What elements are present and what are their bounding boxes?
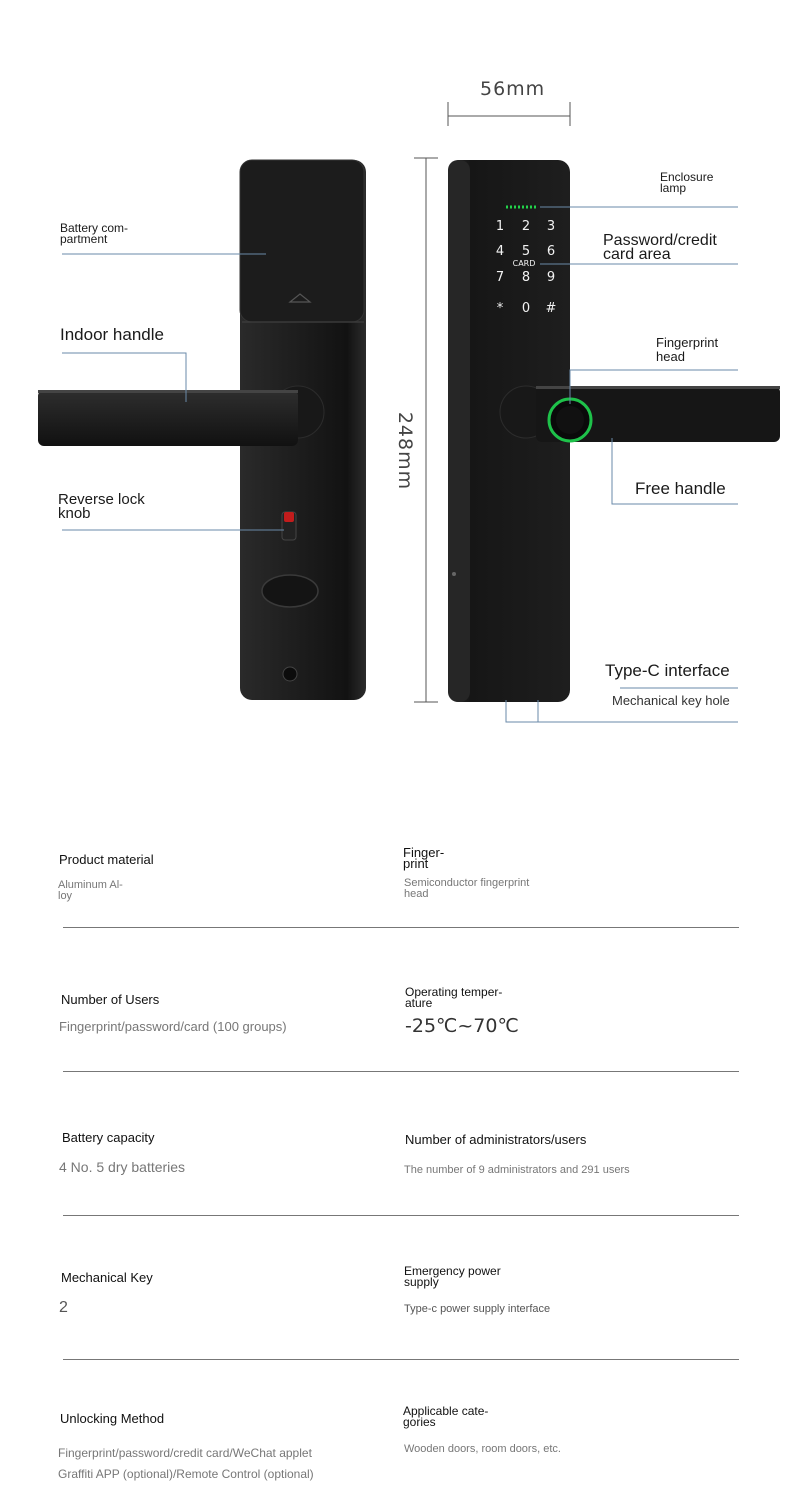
label-battery-compartment: Battery com- partment <box>60 221 129 246</box>
spec-value-number-of-users: Fingerprint/password/card (100 groups) <box>59 1019 287 1034</box>
spec-value-fingerprint: Semiconductor fingerprint head <box>404 877 530 900</box>
label-mechanical-key-hole: Mechanical key hole <box>612 693 730 708</box>
spec-title-applicable-categories: Applicable cate- gories <box>403 1404 489 1429</box>
spec-title-mechanical-key: Mechanical Key <box>61 1270 153 1285</box>
spec-value-battery-capacity: 4 No. 5 dry batteries <box>59 1159 186 1175</box>
key-star: * <box>496 301 504 316</box>
key-5: 5 <box>521 244 531 259</box>
spec-title-unlocking-method: Unlocking Method <box>60 1411 165 1426</box>
key-2: 2 <box>521 219 531 234</box>
key-8: 8 <box>521 270 531 285</box>
spec-value-applicable-categories: Wooden doors, room doors, etc. <box>404 1443 561 1455</box>
spec-title-fingerprint: Finger- print <box>403 845 445 871</box>
row-divider <box>63 1359 739 1360</box>
spec-title-product-material: Product material <box>59 852 154 867</box>
key-6: 6 <box>546 244 556 259</box>
spec-title-emergency-power: Emergency power supply <box>404 1264 501 1289</box>
spec-value-administrators-users: The number of 9 administrators and 291 users <box>404 1164 630 1176</box>
row-divider <box>63 927 739 928</box>
key-9: 9 <box>546 270 556 285</box>
label-type-c-interface: Type-C interface <box>605 661 730 680</box>
key-1: 1 <box>495 219 505 234</box>
key-4: 4 <box>495 244 505 259</box>
spec-value-emergency-power: Type-c power supply interface <box>404 1303 551 1315</box>
key-7: 7 <box>495 270 505 285</box>
label-fingerprint-head: Fingerprint head <box>656 335 719 364</box>
dimension-height-label: 248mm <box>394 411 416 491</box>
spec-title-battery-capacity: Battery capacity <box>62 1130 155 1145</box>
dimension-width-label: 56mm <box>480 78 546 100</box>
spec-title-number-of-users: Number of Users <box>61 992 160 1007</box>
label-reverse-lock-knob: Reverse lock knob <box>58 491 145 522</box>
label-free-handle: Free handle <box>635 479 726 498</box>
spec-value-mechanical-key: 2 <box>59 1299 68 1316</box>
label-password-card-area: Password/credit card area <box>603 232 717 263</box>
spec-value-product-material: Aluminum Al- loy <box>58 879 123 902</box>
spec-value-unlocking-method: Fingerprint/password/credit card/WeChat applet Graffiti APP (optional)/Remote Control (optional) <box>58 1446 314 1481</box>
spec-title-operating-temperature: Operating temper- ature <box>405 985 503 1010</box>
key-3: 3 <box>546 219 556 234</box>
key-0: 0 <box>521 301 531 316</box>
label-indoor-handle: Indoor handle <box>60 325 164 344</box>
key-card: CARD <box>512 259 536 268</box>
row-divider <box>63 1215 739 1216</box>
label-enclosure-lamp: Enclosure lamp <box>660 170 714 195</box>
row-divider <box>63 1071 739 1072</box>
key-hash: # <box>545 301 557 316</box>
spec-value-operating-temperature: -25℃~70℃ <box>405 1015 519 1037</box>
spec-title-administrators-users: Number of administrators/users <box>405 1132 587 1147</box>
